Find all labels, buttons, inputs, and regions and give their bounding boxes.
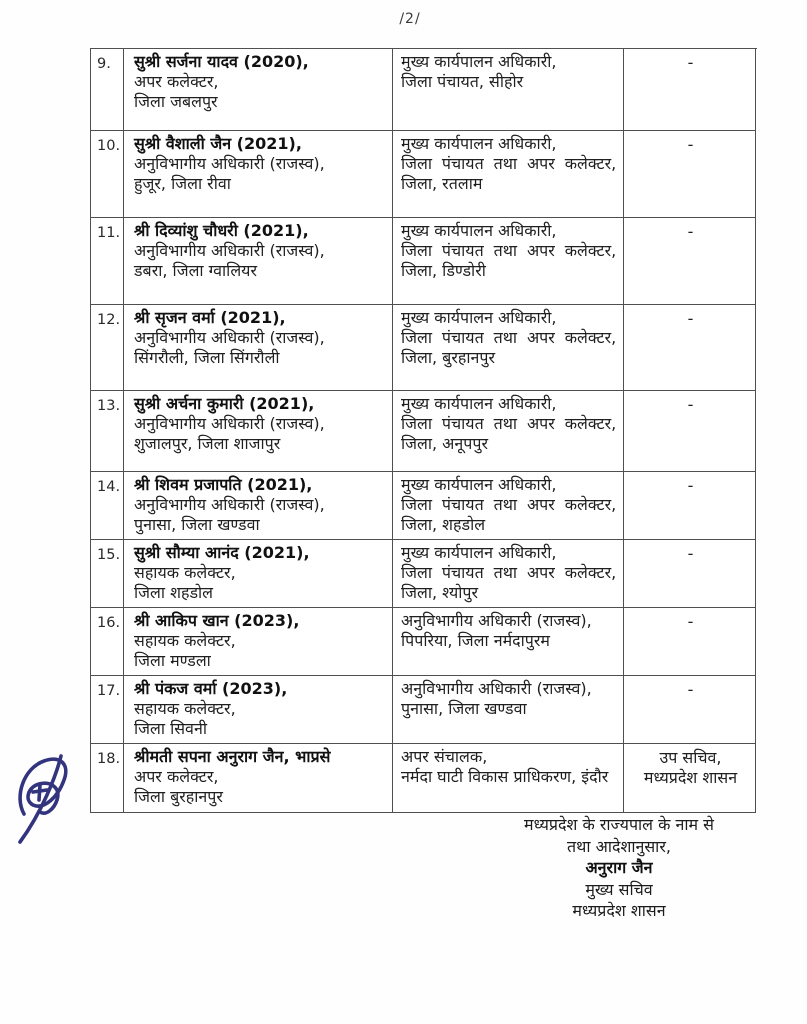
authority-line: तथा आदेशानुसार, [567,836,671,856]
officer-name-cell [124,608,393,676]
remark-line: उप सचिव, [659,748,722,767]
officer-line: अनुविभागीय अधिकारी (राजस्व), [134,328,325,347]
new-posting-cell [393,608,624,676]
table-row [91,676,757,744]
officer-line: जिला शहडोल [134,583,214,602]
posting-line: जिला, श्योपुर [401,583,479,602]
new-posting-cell [393,744,624,813]
officer-line: अनुविभागीय अधिकारी (राजस्व), [134,241,325,260]
serial-number-cell: 9. [91,49,124,131]
remark-cell [624,305,756,391]
posting-line: मुख्य कार्यपालन अधिकारी, [401,394,557,413]
officer-line: अनुविभागीय अधिकारी (राजस्व), [134,154,325,173]
remark-line: - [687,680,694,699]
signatory-name: अनुराग जैन [585,858,653,877]
officer-line: पुनासा, जिला खण्डवा [134,515,260,534]
officer-line: श्री शिवम प्रजापति (2021), [134,475,313,494]
officer-line: सुश्री वैशाली जैन (2021), [134,134,302,153]
officer-name-cell [124,676,393,744]
remark-cell [624,472,756,540]
table-row [91,49,757,131]
new-posting-cell [393,540,624,608]
table-row [91,744,757,813]
officer-line: अनुविभागीय अधिकारी (राजस्व), [134,414,325,433]
remark-cell [624,218,756,305]
posting-line: जिला, शहडोल [401,515,486,534]
posting-line: मुख्य कार्यपालन अधिकारी, [401,543,557,562]
table-row [91,472,757,540]
posting-line: मुख्य कार्यपालन अधिकारी, [401,52,557,71]
officer-line: सहायक कलेक्टर, [134,699,236,718]
serial-number-cell: 11. [91,218,124,305]
officer-line: अनुविभागीय अधिकारी (राजस्व), [134,495,325,514]
new-posting-cell [393,131,624,218]
officer-line: सुश्री अर्चना कुमारी (2021), [134,394,315,413]
posting-line: अनुविभागीय अधिकारी (राजस्व), [401,679,592,698]
officer-line: अपर कलेक्टर, [134,72,219,91]
officer-line: जिला जबलपुर [134,92,218,111]
posting-line: जिला, रतलाम [401,174,483,193]
remark-cell [624,49,756,131]
table-row [91,218,757,305]
remark-line: - [687,612,694,631]
officer-line: सिंगरौली, जिला सिंगरौली [134,348,280,367]
officer-line: जिला मण्डला [134,651,211,670]
transfer-order-table [90,48,757,813]
serial-number-cell: 17. [91,676,124,744]
officer-line: सुश्री सौम्या आनंद (2021), [134,543,310,562]
officer-line: सहायक कलेक्टर, [134,563,236,582]
serial-number-cell: 12. [91,305,124,391]
serial-number-cell: 13. [91,391,124,472]
officer-name-cell [124,131,393,218]
remark-cell [624,744,756,813]
ink-signature-icon [4,750,80,848]
posting-line: अनुविभागीय अधिकारी (राजस्व), [401,611,592,630]
remark-cell [624,391,756,472]
signatory-organization: मध्यप्रदेश शासन [572,901,666,920]
new-posting-cell [393,676,624,744]
remark-line: - [687,222,694,241]
officer-line: सहायक कलेक्टर, [134,631,236,650]
posting-line: जिला पंचायत, सीहोर [401,72,524,91]
signature-block [458,814,780,922]
officer-name-cell [124,49,393,131]
serial-number-cell: 14. [91,472,124,540]
authority-line: मध्यप्रदेश के राज्यपाल के नाम से [524,815,714,834]
table-row [91,305,757,391]
officer-line: सुश्री सर्जना यादव (2020), [134,52,309,71]
new-posting-cell [393,305,624,391]
remark-line: - [687,135,694,154]
table-row [91,540,757,608]
posting-line: पुनासा, जिला खण्डवा [401,699,527,718]
new-posting-cell [393,391,624,472]
new-posting-cell [393,49,624,131]
page-number: /2/ [399,11,421,27]
officer-name-cell [124,218,393,305]
officer-line: श्री सृजन वर्मा (2021), [134,308,286,327]
serial-number-cell: 16. [91,608,124,676]
posting-line: जिला पंचायत तथा अपर कलेक्टर, [401,495,617,514]
posting-line: जिला, डिण्डोरी [401,261,486,280]
posting-line: जिला पंचायत तथा अपर कलेक्टर, [401,414,617,433]
posting-line: पिपरिया, जिला नर्मदापुरम [401,631,550,650]
posting-line: जिला पंचायत तथा अपर कलेक्टर, [401,154,617,173]
officer-line: श्री आकिप खान (2023), [134,611,300,630]
officer-line: डबरा, जिला ग्वालियर [134,261,258,280]
officer-line: हुजूर, जिला रीवा [134,174,231,193]
new-posting-cell [393,218,624,305]
officer-line: श्री पंकज वर्मा (2023), [134,679,288,698]
officer-name-cell [124,744,393,813]
remark-line: - [687,309,694,328]
posting-line: नर्मदा घाटी विकास प्राधिकरण, इंदौर [401,767,609,786]
remark-line: - [687,544,694,563]
officer-name-cell [124,391,393,472]
officer-name-cell [124,305,393,391]
table-row [91,131,757,218]
posting-line: मुख्य कार्यपालन अधिकारी, [401,134,557,153]
posting-line: जिला, अनूपपुर [401,434,489,453]
posting-line: जिला पंचायत तथा अपर कलेक्टर, [401,328,617,347]
officer-name-cell [124,540,393,608]
remark-cell [624,131,756,218]
posting-line: मुख्य कार्यपालन अधिकारी, [401,308,557,327]
officer-name-cell [124,472,393,540]
remark-cell [624,676,756,744]
serial-number-cell: 18. [91,744,124,813]
officer-line: शुजालपुर, जिला शाजापुर [134,434,281,453]
table-row [91,608,757,676]
posting-line: मुख्य कार्यपालन अधिकारी, [401,475,557,494]
posting-line: मुख्य कार्यपालन अधिकारी, [401,221,557,240]
serial-number-cell: 10. [91,131,124,218]
new-posting-cell [393,472,624,540]
signatory-designation: मुख्य सचिव [585,879,653,899]
posting-line: जिला, बुरहानपुर [401,348,496,367]
posting-line: जिला पंचायत तथा अपर कलेक्टर, [401,241,617,260]
remark-line: - [687,395,694,414]
officer-line: श्री दिव्यांशु चौधरी (2021), [134,221,309,240]
remark-cell [624,608,756,676]
posting-line: अपर संचालक, [401,747,488,766]
remark-line: मध्यप्रदेश शासन [643,768,738,787]
officer-line: श्रीमती सपना अनुराग जैन, भाप्रसे [134,747,331,766]
posting-line: जिला पंचायत तथा अपर कलेक्टर, [401,563,617,582]
officer-line: अपर कलेक्टर, [134,767,219,786]
table-row [91,391,757,472]
officer-line: जिला सिवनी [134,719,207,738]
remark-line: - [687,476,694,495]
officer-line: जिला बुरहानपुर [134,787,223,806]
remark-cell [624,540,756,608]
remark-line: - [687,53,694,72]
serial-number-cell: 15. [91,540,124,608]
